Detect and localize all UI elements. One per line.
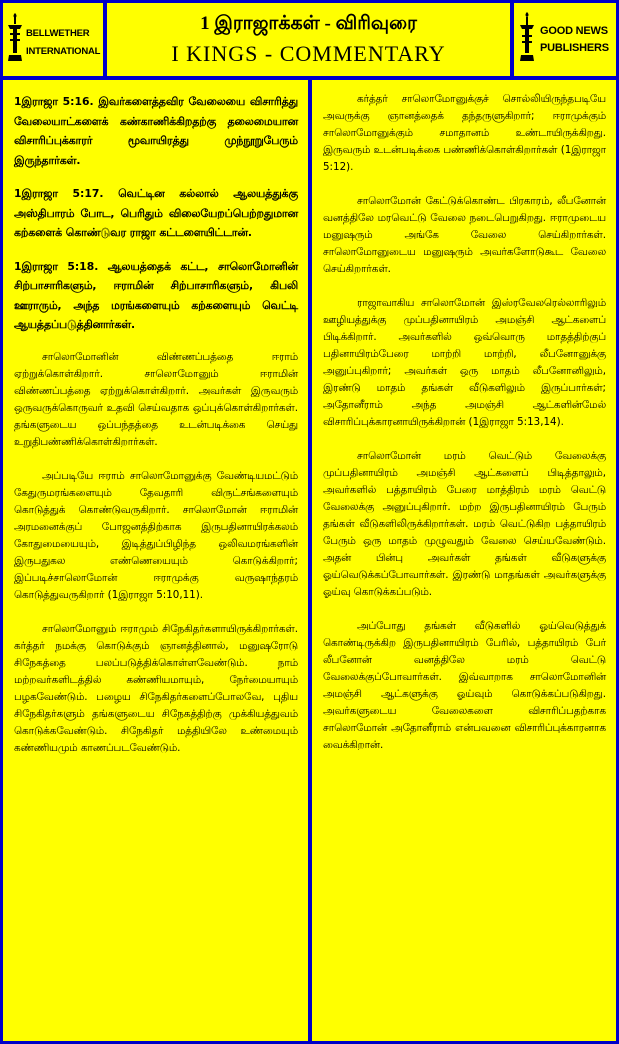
verse-1-kings-5-17: 1இராஜா 5:17. வெட்டின கல்லால் ஆலயத்துக்கு அஸ்திபாரம் போட, பெரிதும் விலையேறப்பெற்றதுமான கற்களைக் கொண்டுவர ராஜா கட்டளையிட்டான். [14,187,298,239]
header-left-logo-panel [3,3,103,76]
commentary-paragraph: கர்த்தர் சாலொமோனுக்குச் சொல்லியிருந்தபடியே அவருக்கு ஞானத்தைக் தந்தருளுகிறார்; ஈராமுக்கும் சாலொமோனுக்கும் சமாதானம் உண்டாயிருக்கிறது. இருவரும் உடன்படிக்கை பண்ணிக்கொள்கிறார்கள் (1இராஜா 5:12). [323,93,606,173]
logo-line1: GOOD NEWS [540,25,608,37]
header-title-panel [107,3,510,76]
commentary-paragraph: ராஜாவாகிய சாலொமோன் இஸ்ரவேலரெல்லாரிலும் ஊழியத்துக்கு முப்பதினாயிரம் அமஞ்சி ஆட்களைப் பிடிக்கிறார். அவர்களில் ஒவ்வொரு மாதத்திற்குப் பதினாயிரம்பேரை மாற்றி மாற்றி, லீபனோனுக்கு அனுப்புகிறார்; அவர்கள் ஒரு மாதம் லீபனோனிலும், இரண்டு மாதம் தங்கள் வீடுகளிலும் இருப்பார்கள்; அதோனீராம் அந்த அமஞ்சி ஆட்களின்மேல் விசாரிப்புக்காரனாயிருக்கிறான் (1இராஜா 5:13,14). [323,297,606,428]
commentary-paragraph: சாலொமோன் கேட்டுக்கொண்ட பிரகாரம், லீபனோன் வனத்திலே மரவெட்டு வேலை நடைபெறுகிறது. ஈராமுடைய மனுஷரும் அங்கே வேலை செய்கிறார்கள். சாலொமோனுடைய மனுஷரும் அவர்களோடுகூட வேலை செய்கிறார்கள். [323,195,606,275]
left-column [3,80,308,1041]
bellwether-international-logo [7,11,99,69]
header-right-logo-panel [514,3,616,76]
candlestick-icon [518,11,536,63]
logo-line1: BELLWETHER [26,28,90,39]
commentary-paragraph: சாலொமோனும் ஈராமும் சிநேகிதர்களாயிருக்கிறார்கள். கர்த்தர் நமக்கு கொடுக்கும் ஞானத்தினால், மனுஷரோடு சிநேகத்தை பலப்படுத்திக்கொள்ளவேண்டும். நாம் மற்றவர்களிடத்தில் கண்ணியமாயும், நேர்மையாயும் பழகவேண்டும். பழைய சிநேகிதர்களைப்போலவே, புதிய சிநேகிதர்களும் தங்களுடைய சிநேகத்திற்கு முக்கியத்துவம் கொடுக்கவேண்டும். சிநேகிதர் மத்தியிலே உண்மையும் கண்ணியமும் காணப்படவேண்டும். [14,622,298,754]
commentary-paragraph: சாலொமோன் மரம் வெட்டும் வேலைக்கு முப்பதினாயிரம் அமஞ்சி ஆட்களைப் பிடித்தாலும், அவர்களில் பத்தாயிரம் பேரை மாத்திரம் மரம் வெட்டு வேலைக்கு அனுப்புகிறார். மற்ற இருபதினாயிரம் பேரும் தங்கள் வீடுகளிலிருக்கிறார்கள். மரம் வெட்டுகிற பத்தாயிரம் பேரும் ஒரு மாதம் முழுவதும் வேலை செய்யவேண்டும். அதன் பின்பு அவர்கள் தங்கள் வீடுகளுக்கு ஓய்வெடுக்கப்போவார்கள். இரண்டு மாதங்கள் அவர்களுக்கு ஓய்வு கொடுக்கப்படும். [323,450,606,598]
verse-1-kings-5-16: 1இராஜா 5:16. இவர்களைத்தவிர வேலையை விசாரித்து வேலையாட்களைக் கண்காணிக்கிறதற்கு தலைமையான விசாரிப்புக்காரர் மூவாயிரத்து முந்நூறுபேரும் இருந்தார்கள். [14,95,298,167]
right-column [312,80,616,1041]
title-english: I KINGS - COMMENTARY [171,41,446,66]
candlestick-icon [7,11,23,63]
good-news-publishers-logo [518,11,610,69]
verse-1-kings-5-18: 1இராஜா 5:18. ஆலயத்தைக் கட்ட, சாலொமோனின் சிற்பாசாரிகளும், ஈராமின் சிற்பாசாரிகளும், கிபலி ஊராரும், அந்த மரங்களையும் கற்களையும் வெட்டி ஆயத்தப்படுத்தினார்கள். [14,259,298,331]
commentary-paragraph: அப்படியே ஈராம் சாலொமோனுக்கு வேண்டியமட்டும் கேதுருமரங்களையும் தேவதாரி விருட்சங்களையும் கொடுத்துக் கொண்டுவருகிறார். சாலொமோன் ஈராமின் அரமனைக்குப் போஜனத்திற்காக இருபதினாயிரக்கலம் கோதுமையையும், இடித்துப்பிழிந்த ஒலிவமரங்களின் இருபதுகல எண்ணெயையும் கொடுக்கிறார்; இப்படிச்சாலொமோன் ஈராமுக்கு வருஷாந்தரம் கொடுத்துவருகிறார் (1இராஜா 5:10,11). [14,469,298,601]
commentary-paragraph: அப்போது தங்கள் வீடுகளில் ஓய்வெடுத்துக் கொண்டிருக்கிற இருபதினாயிரம் பேரில், பத்தாயிரம் பேர் லீபனோன் வனத்திலே மரம் வெட்டு வேலைக்குப்போவார்கள். இவ்வாறாக சாலொமோனின் அமஞ்சி ஆட்களுக்கு ஓய்வும் கொடுக்கப்படுகிறது. அவர்களுடைய வேலைகளை விசாரிப்பதற்காக சாலொமோன் அதோனீராம் என்பவனை விசாரிப்புக்காரனாக வைக்கிறான். [323,620,606,751]
commentary-paragraph: சாலொமோனின் விண்ணப்பத்தை ஈராம் ஏற்றுக்கொள்கிறார். சாலொமோனும் ஈராமின் விண்ணப்பத்தை ஏற்றுக்கொள்கிறார். அவர்கள் இருவரும் ஒருவருக்கொருவர் உதவி செய்வதாக ஒப்புக்கொள்கிறார்கள். தங்களுடைய ஒப்பந்தத்தை உடன்படிக்கை செய்து உறுதிபண்ணிக்கொள்கிறார்கள். [14,350,298,448]
title-tamil: 1 இராஜாக்கள் - விரிவுரை [200,13,417,34]
logo-line2: PUBLISHERS [540,42,609,54]
logo-line2: INTERNATIONAL [26,46,101,57]
